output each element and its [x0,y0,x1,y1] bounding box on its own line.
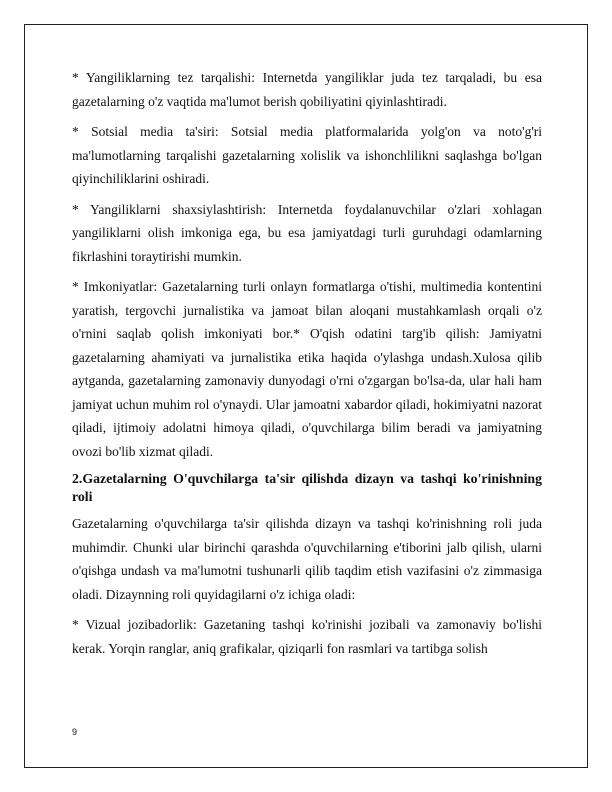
paragraph-social-media: * Sotsial media ta'siri: Sotsial media platformalarida yolg'on va noto'g'ri ma'lumotlarning tarqalishi gazetalarning xolislik va ishonchlilikni saqlashga bo'lgan qiyinchiliklarini oshiradi. [72,124,542,186]
paragraph-visual-appeal: * Vizual jozibadorlik: Gazetaning tashqi ko'rinishi jozibali va zamonaviy bo'lishi kerak. Yorqin ranglar, aniq grafikalar, qiziqarli fon rasmlari va tartibga solish [72,617,542,656]
paragraph-opportunities: * Imkoniyatlar: Gazetalarning turli onlayn formatlarga o'tishi, multimedia kontentini yaratish, tergovchi jurnalistika va jamoat bilan aloqani mustahkamlash orqali o'z o'rnini saqlab qolish imkoniyati bor.* O'qish odatini targ'ib qilish: Jamiyatni gazetalarning ahamiyati va jurnalistika etika haqida o'ylashga undash.Xulosa qilib aytganda, gazetalarning zamonaviy dunyodagi o'rni o'zgargan bo'lsa-da, ular hali ham jamiyat uchun muhim rol o'ynaydi. Ular jamoatni xabardor qiladi, hokimiyatni nazorat qiladi, ijtimoiy adolatni himoya qiladi, o'quvchilarga bilim beradi va jamiyatning ovozi bo'lib xizmat qiladi. [72,279,542,459]
paragraph-news-spread: * Yangiliklarning tez tarqalishi: Internetda yangiliklar juda tez tarqaladi, bu esa gazetalarning o'z vaqtida ma'lumot berish qobiliyatini qiyinlashtiradi. [72,70,542,109]
section-heading: 2.Gazetalarning O'quvchilarga ta'sir qilishda dizayn va tashqi ko'rinishning roli [72,471,542,504]
paragraph-design-role: Gazetalarning o'quvchilarga ta'sir qilishda dizayn va tashqi ko'rinishning roli juda muhimdir. Chunki ular birinchi qarashda o'quvchilarning e'tiborini jalb qilish, ularni o'qishga undash va ma'lumotni tushunarli qilib taqdim etish vazifasini o'z zimmasiga oladi. Dizaynning roli quyidagilarni o'z ichiga oladi: [72,516,542,602]
page-number: 9 [72,727,78,737]
document-body [72,66,542,667]
paragraph-personalization: * Yangiliklarni shaxsiylashtirish: Internetda foydalanuvchilar o'zlari xohlagan yangiliklarni olish imkoniga ega, bu esa jamiyatdagi turli guruhdagi odamlarning fikrlashini toraytirishi mumkin. [72,201,542,264]
